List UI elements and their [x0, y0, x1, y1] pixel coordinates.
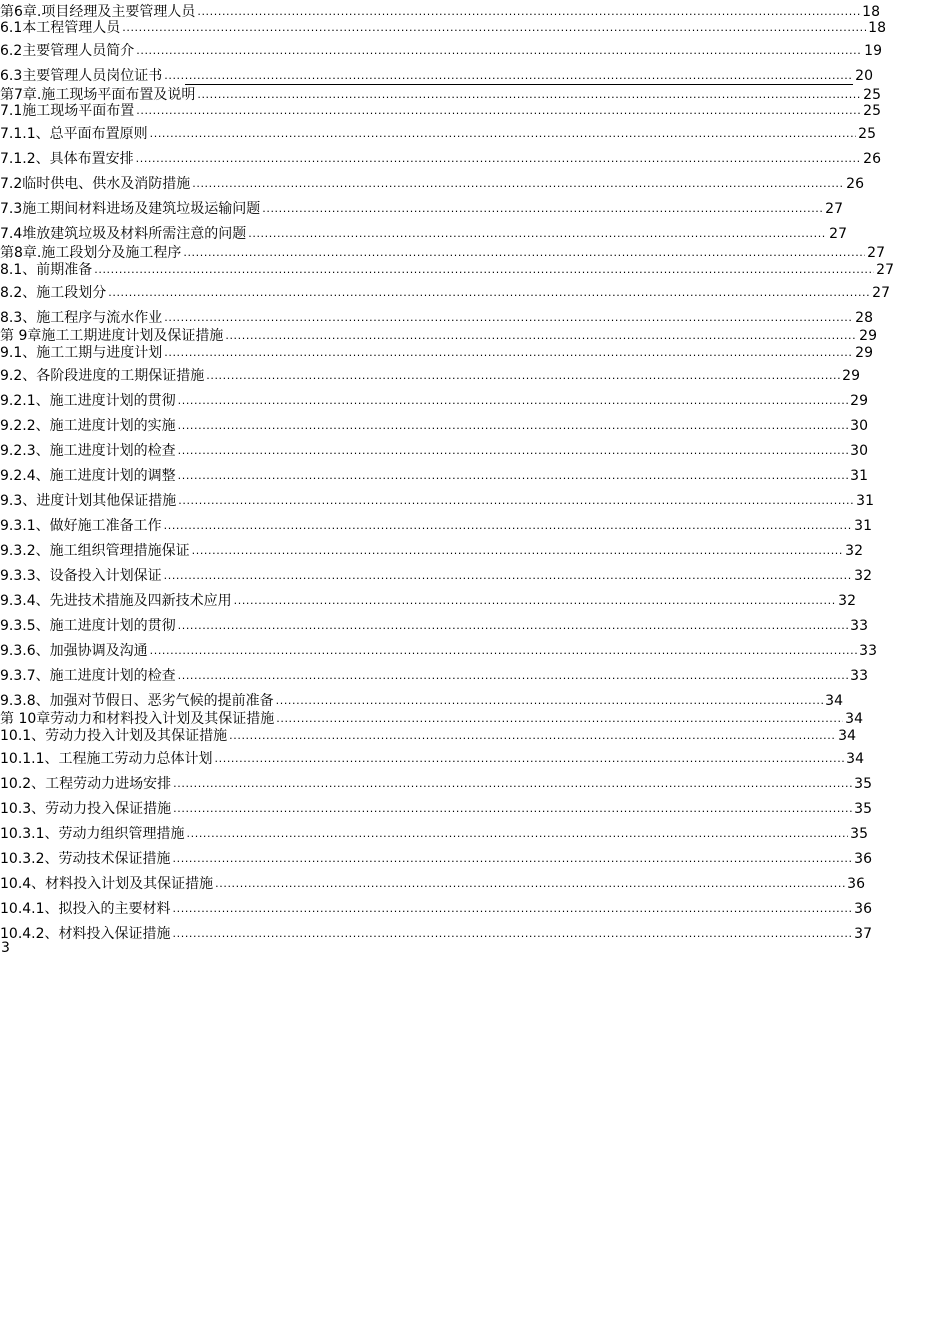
- toc-entry[interactable]: [0, 174, 864, 192]
- toc-entry-title: 9.2.2、施工进度计划的实施: [0, 418, 176, 434]
- toc-entry[interactable]: [0, 849, 872, 867]
- toc-dot-leader: [206, 368, 840, 384]
- toc-dot-leader: [178, 668, 849, 684]
- toc-dot-leader: [108, 285, 870, 301]
- toc-entry[interactable]: [0, 824, 868, 842]
- toc-entry-title: 10.3.1、劳动力组织管理措施: [0, 826, 185, 842]
- toc-entry[interactable]: [0, 774, 872, 792]
- toc-entry-title: 第 10章劳动力和材料投入计划及其保证措施: [0, 711, 275, 727]
- toc-entry[interactable]: [0, 799, 872, 817]
- toc-entry-page: 29: [855, 345, 873, 361]
- toc-entry[interactable]: [0, 243, 885, 261]
- toc-entry-page: 30: [850, 443, 868, 459]
- toc-entry-page: 19: [864, 43, 882, 59]
- toc-entry-page: 35: [854, 801, 872, 817]
- toc-entry-title: 9.3.6、加强协调及沟通: [0, 643, 148, 659]
- toc-entry-page: 31: [850, 468, 868, 484]
- toc-entry-title: 6.2主要管理人员简介: [0, 43, 135, 59]
- toc-entry[interactable]: [0, 566, 872, 584]
- toc-entry[interactable]: [0, 41, 882, 59]
- toc-entry-title: 9.2.3、施工进度计划的检查: [0, 443, 176, 459]
- toc-entry[interactable]: [0, 641, 877, 659]
- toc-entry-page: 26: [863, 151, 881, 167]
- toc-entry-title: 7.2临时供电、供水及消防措施: [0, 176, 191, 192]
- toc-entry-page: 34: [825, 693, 843, 709]
- toc-entry-page: 35: [850, 826, 868, 842]
- toc-entry-page: 34: [838, 728, 856, 744]
- toc-entry[interactable]: [0, 709, 863, 727]
- toc-entry[interactable]: [0, 18, 886, 36]
- toc-entry-page: 29: [859, 328, 877, 344]
- toc-entry-page: 27: [829, 226, 847, 242]
- toc-entry-page: 32: [845, 543, 863, 559]
- toc-dot-leader: [164, 68, 853, 84]
- toc-entry-title: 9.3.3、设备投入计划保证: [0, 568, 162, 584]
- toc-entry-page: 28: [855, 310, 873, 326]
- toc-entry-title: 第 9章施工工期进度计划及保证措施: [0, 328, 224, 344]
- toc-entry[interactable]: [0, 308, 873, 326]
- toc-dot-leader: [229, 728, 836, 744]
- toc-dot-leader: [164, 568, 853, 584]
- toc-entry-title: 7.4堆放建筑垃圾及材料所需注意的问题: [0, 226, 247, 242]
- toc-dot-leader: [225, 328, 857, 344]
- toc-entry-title: 10.4.2、材料投入保证措施: [0, 926, 171, 942]
- toc-entry-title: 10.2、工程劳动力进场安排: [0, 776, 172, 792]
- toc-entry-page: 36: [854, 851, 872, 867]
- toc-dot-leader: [178, 443, 849, 459]
- toc-entry-title: 6.1本工程管理人员: [0, 20, 121, 36]
- toc-entry-title: 7.3施工期间材料进场及建筑垃圾运输问题: [0, 201, 261, 217]
- page-number: 3: [1, 940, 10, 956]
- toc-dot-leader: [248, 226, 827, 242]
- toc-entry-page: 27: [867, 245, 885, 261]
- toc-dot-leader: [192, 176, 844, 192]
- toc-dot-leader: [136, 103, 861, 119]
- toc-dot-leader: [136, 151, 862, 167]
- toc-dot-leader: [183, 245, 865, 261]
- toc-entry[interactable]: [0, 466, 868, 484]
- toc-dot-leader: [173, 801, 852, 817]
- toc-entry-title: 10.4、材料投入计划及其保证措施: [0, 876, 214, 892]
- toc-entry-page: 25: [858, 126, 876, 142]
- toc-dot-leader: [178, 393, 849, 409]
- underline-rule: [185, 84, 853, 85]
- toc-entry-page: 31: [856, 493, 874, 509]
- toc-entry-title: 7.1.2、具体布置安排: [0, 151, 134, 167]
- toc-entry[interactable]: [0, 149, 881, 167]
- toc-entry-title: 8.3、施工程序与流水作业: [0, 310, 163, 326]
- toc-entry-title: 9.3.4、先进技术措施及四新技术应用: [0, 593, 232, 609]
- toc-entry[interactable]: [0, 124, 876, 142]
- toc-entry-title: 9.1、施工工期与进度计划: [0, 345, 163, 361]
- toc-entry-page: 27: [825, 201, 843, 217]
- toc-dot-leader: [178, 493, 854, 509]
- toc-dot-leader: [136, 43, 862, 59]
- toc-entry-page: 30: [850, 418, 868, 434]
- toc-dot-leader: [215, 751, 845, 767]
- toc-entry-page: 32: [838, 593, 856, 609]
- toc-dot-leader: [215, 876, 845, 892]
- toc-entry[interactable]: [0, 260, 894, 278]
- toc-entry-title: 8.1、前期准备: [0, 262, 93, 278]
- toc-dot-leader: [178, 468, 849, 484]
- toc-entry[interactable]: [0, 666, 868, 684]
- toc-entry[interactable]: [0, 874, 865, 892]
- toc-entry-page: 36: [847, 876, 865, 892]
- toc-dot-leader: [192, 543, 844, 559]
- toc-entry[interactable]: [0, 283, 890, 301]
- toc-entry-title: 9.2.1、施工进度计划的贯彻: [0, 393, 176, 409]
- toc-entry[interactable]: [0, 749, 864, 767]
- toc-dot-leader: [262, 201, 823, 217]
- toc-dot-leader: [178, 418, 849, 434]
- toc-entry[interactable]: [0, 224, 847, 242]
- toc-entry-page: 25: [863, 103, 881, 119]
- toc-entry[interactable]: [0, 66, 873, 84]
- toc-entry[interactable]: [0, 343, 873, 361]
- toc-entry-page: 27: [872, 285, 890, 301]
- toc-entry-title: 9.3、进度计划其他保证措施: [0, 493, 177, 509]
- toc-entry[interactable]: [0, 726, 856, 744]
- toc-entry-title: 第7章.施工现场平面布置及说明: [0, 87, 196, 103]
- toc-entry[interactable]: [0, 366, 860, 384]
- toc-entry-page: 37: [854, 926, 872, 942]
- toc-entry[interactable]: [0, 199, 843, 217]
- toc-dot-leader: [173, 776, 852, 792]
- toc-entry-title: 9.3.2、施工组织管理措施保证: [0, 543, 190, 559]
- toc-entry-page: 29: [850, 393, 868, 409]
- toc-dot-leader: [173, 851, 853, 867]
- toc-entry[interactable]: [0, 416, 868, 434]
- toc-entry-page: 33: [850, 618, 868, 634]
- toc-dot-leader: [150, 643, 858, 659]
- toc-dot-leader: [173, 901, 853, 917]
- toc-entry-title: 第8章.施工段划分及施工程序: [0, 245, 182, 261]
- toc-entry-title: 9.3.5、施工进度计划的贯彻: [0, 618, 176, 634]
- toc-dot-leader: [150, 126, 857, 142]
- toc-entry-title: 7.1.1、总平面布置原则: [0, 126, 148, 142]
- toc-entry-page: 32: [854, 568, 872, 584]
- toc-dot-leader: [234, 593, 837, 609]
- toc-dot-leader: [178, 618, 849, 634]
- toc-dot-leader: [276, 711, 843, 727]
- toc-entry-page: 27: [876, 262, 894, 278]
- toc-entry-title: 10.1、劳动力投入计划及其保证措施: [0, 728, 228, 744]
- toc-entry[interactable]: [0, 591, 856, 609]
- toc-entry-page: 34: [846, 751, 864, 767]
- toc-entry-page: 18: [868, 20, 886, 36]
- toc-entry-page: 20: [855, 68, 873, 84]
- toc-entry[interactable]: [0, 899, 872, 917]
- toc-entry-page: 34: [845, 711, 863, 727]
- toc-entry-page: 36: [854, 901, 872, 917]
- toc-entry-title: 9.2.4、施工进度计划的调整: [0, 468, 176, 484]
- toc-entry[interactable]: [0, 616, 868, 634]
- toc-entry-page: 35: [854, 776, 872, 792]
- toc-dot-leader: [94, 262, 874, 278]
- toc-entry-title: 9.3.8、加强对节假日、恶劣气候的提前准备: [0, 693, 274, 709]
- toc-entry-title: 7.1施工现场平面布置: [0, 103, 135, 119]
- toc-entry-title: 10.1.1、工程施工劳动力总体计划: [0, 751, 213, 767]
- toc-dot-leader: [173, 926, 853, 942]
- toc-entry[interactable]: [0, 491, 874, 509]
- toc-entry-page: 33: [850, 668, 868, 684]
- toc-entry[interactable]: [0, 391, 868, 409]
- toc-entry-page: 25: [863, 87, 881, 103]
- toc-entry-title: 6.3主要管理人员岗位证书: [0, 68, 163, 84]
- toc-entry[interactable]: [0, 541, 863, 559]
- toc-entry-page: 29: [842, 368, 860, 384]
- toc-entry-page: 18: [862, 4, 880, 20]
- toc-entry[interactable]: [0, 516, 872, 534]
- toc-entry-title: 10.3、劳动力投入保证措施: [0, 801, 172, 817]
- toc-entry-title: 10.4.1、拟投入的主要材料: [0, 901, 171, 917]
- toc-dot-leader: [164, 345, 853, 361]
- toc-entry-page: 33: [859, 643, 877, 659]
- toc-entry-title: 9.2、各阶段进度的工期保证措施: [0, 368, 205, 384]
- toc-entry-page: 26: [846, 176, 864, 192]
- toc-entry[interactable]: [0, 101, 881, 119]
- toc-entry[interactable]: [0, 924, 872, 942]
- toc-entry[interactable]: [0, 441, 868, 459]
- toc-dot-leader: [164, 518, 853, 534]
- toc-entry-title: 9.3.7、施工进度计划的检查: [0, 668, 176, 684]
- toc-entry-title: 9.3.1、做好施工准备工作: [0, 518, 162, 534]
- toc-entry[interactable]: [0, 691, 843, 709]
- toc-entry-title: 第6章.项目经理及主要管理人员: [0, 4, 196, 20]
- toc-dot-leader: [187, 826, 849, 842]
- toc-entry-title: 10.3.2、劳动技术保证措施: [0, 851, 171, 867]
- toc-dot-leader: [164, 310, 853, 326]
- toc-entry[interactable]: [0, 326, 877, 344]
- toc-entry-page: 31: [854, 518, 872, 534]
- toc-entry-title: 8.2、施工段划分: [0, 285, 107, 301]
- toc-dot-leader: [122, 20, 866, 36]
- toc-dot-leader: [276, 693, 824, 709]
